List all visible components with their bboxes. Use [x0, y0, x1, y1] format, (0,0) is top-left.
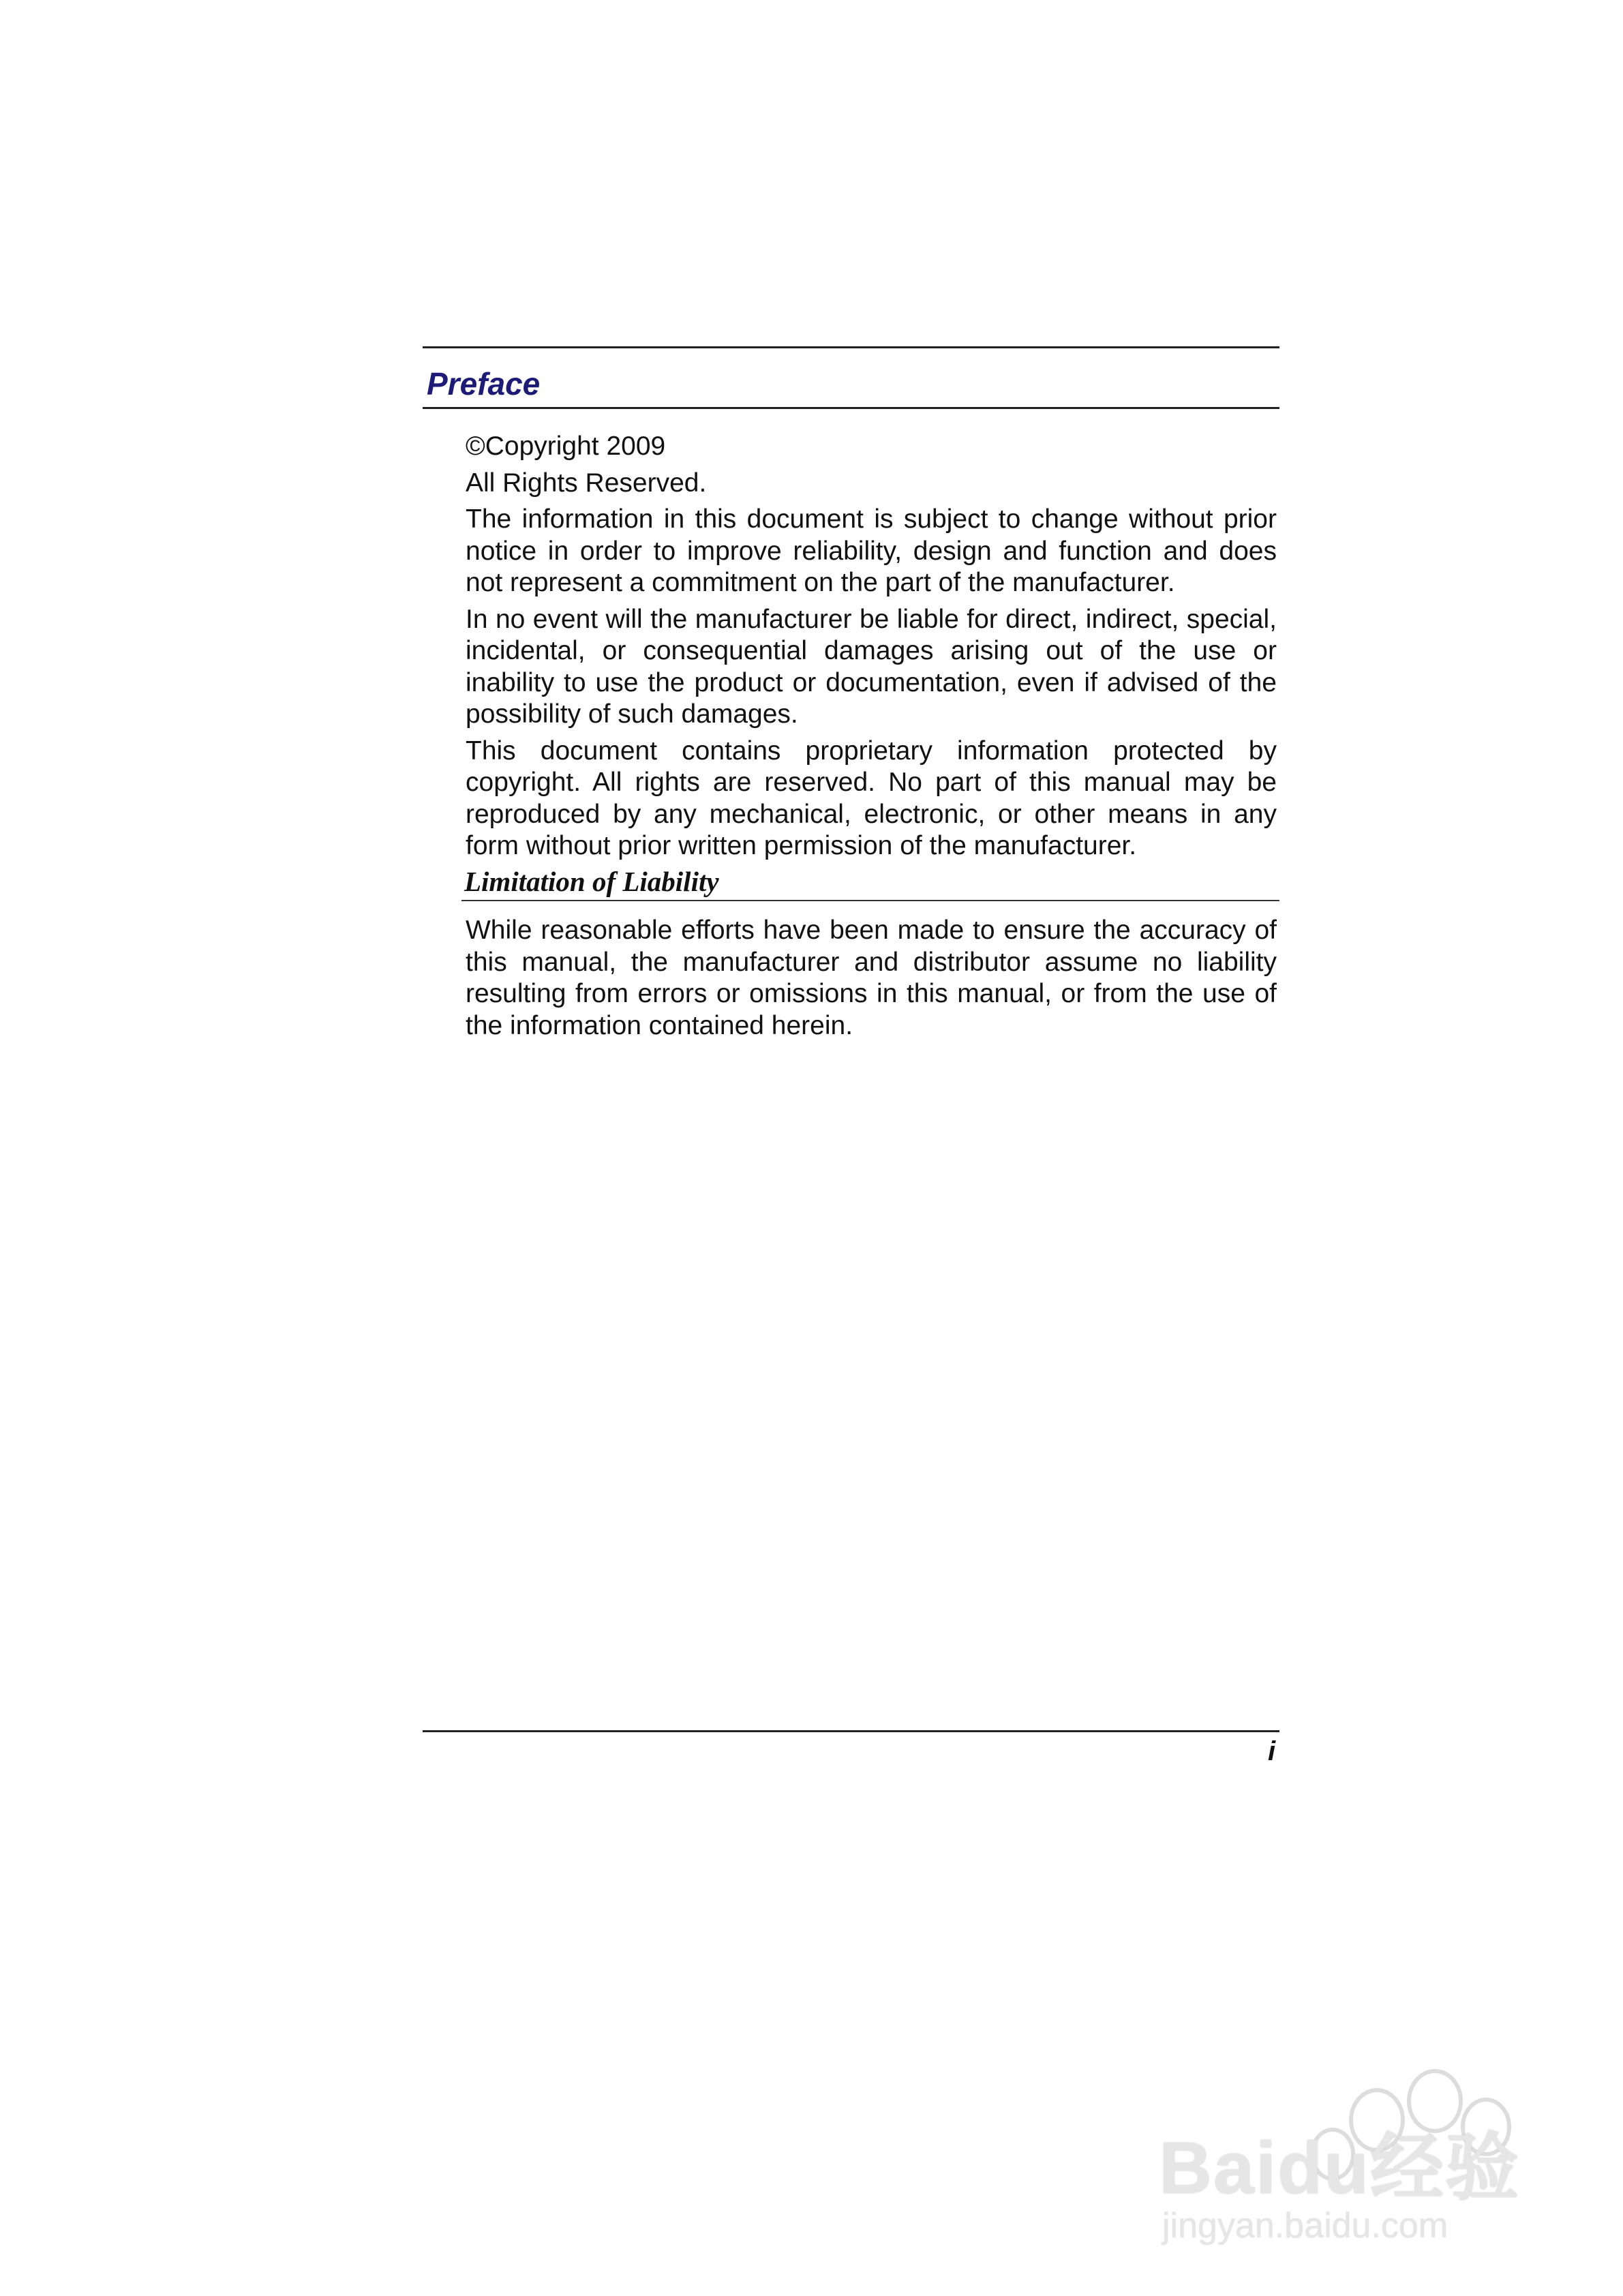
page-title: Preface	[427, 366, 541, 402]
page-number: i	[1268, 1736, 1276, 1766]
watermark-brand: Baidu经验	[1159, 2126, 1521, 2209]
header-bottom-rule	[423, 407, 1279, 409]
liability-disclaimer-paragraph: In no event will the manufacturer be liable for direct, indirect, special, incidental, or consequential damages arising out of the use or inability to use the product or documentation, even if advised of the possibility of such damages.	[466, 604, 1277, 729]
preface-body	[466, 431, 1277, 867]
copyright-line: ©Copyright 2009	[466, 432, 666, 461]
limitation-heading: Limitation of Liability	[464, 866, 719, 897]
header-top-rule	[423, 346, 1279, 348]
watermark-url: jingyan.baidu.com	[1162, 2206, 1448, 2246]
limitation-heading-rule	[461, 900, 1279, 901]
footer-rule	[423, 1730, 1279, 1732]
rights-line: All Rights Reserved.	[466, 468, 707, 498]
proprietary-notice-paragraph: This document contains proprietary information protected by copyright. All rights are reserved. No part of this manual may be reproduced by any mechanical, electronic, or other means in any form without prior written permission of the manufacturer.	[466, 736, 1277, 860]
limitation-paragraph: While reasonable efforts have been made to ensure the accuracy of this manual, the manufacturer and distributor assume no liability resulting from errors or omissions in this manual, or from the use of the information contained herein.	[466, 916, 1277, 1040]
change-notice-paragraph: The information in this document is subject to change without prior notice in order to improve reliability, design and function and does not represent a commitment on the part of the manufacturer.	[466, 504, 1277, 597]
